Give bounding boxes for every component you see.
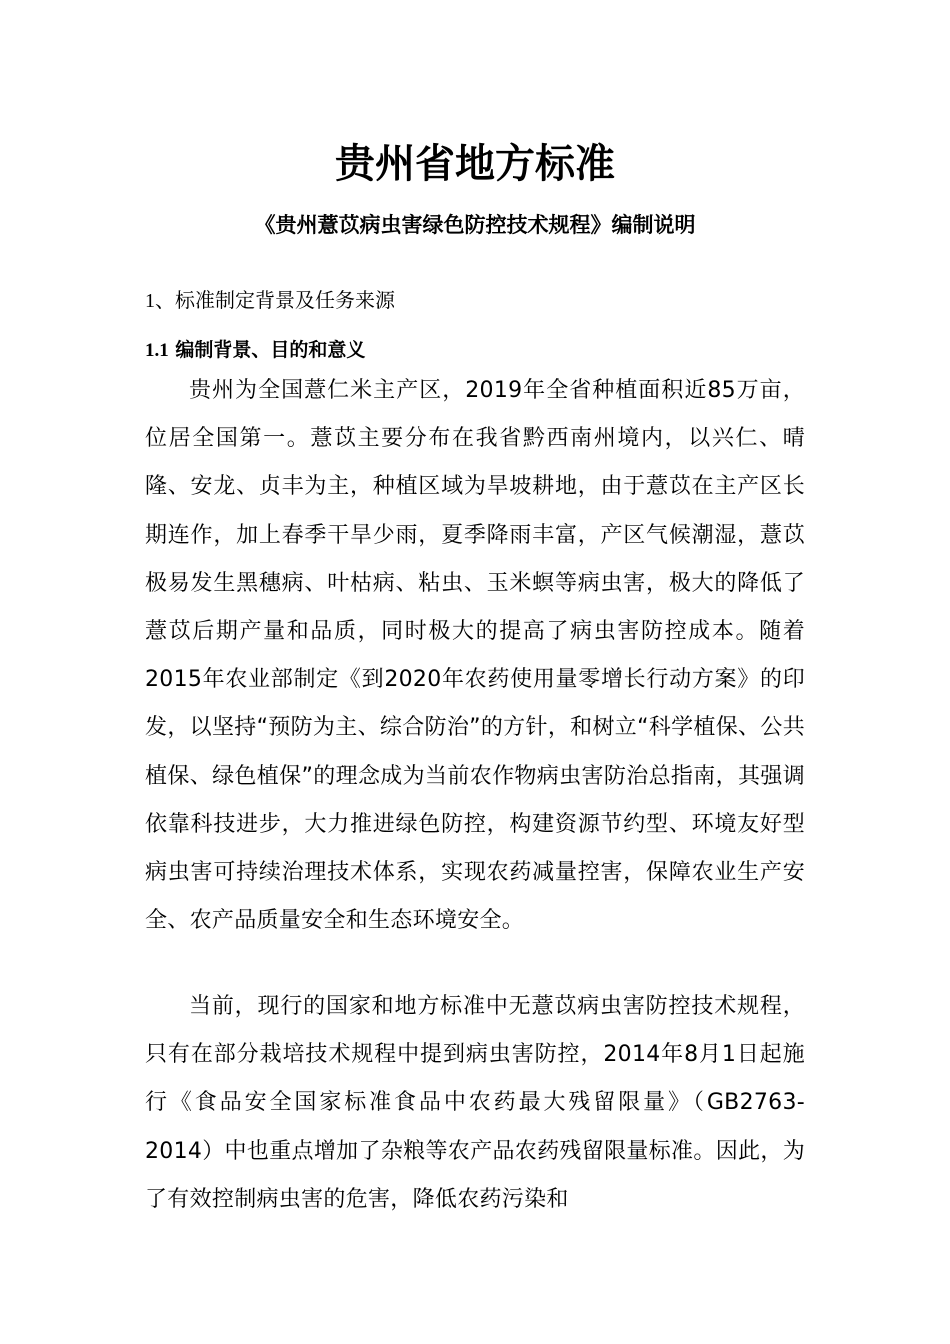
body-paragraph: 贵州为全国薏仁米主产区，2019年全省种植面积近85万亩，位居全国第一。薏苡主要分布在我省黔西南州境内，以兴仁、晴隆、安龙、贞丰为主，种植区域为旱坡耕地，由于薏苡在主产区长期连作，加上春季干旱少雨，夏季降雨丰富，产区气候潮湿，薏苡极易发生黑穗病、叶枯病、粘虫、玉米螟等病虫害，极大的降低了薏苡后期产量和品质，同时极大的提高了病虫害防控成本。随着2015年农业部制定《到2020年农药使用量零增长行动方案》的印发，以坚持“预防为主、综合防治”的方针，和树立“科学植保、公共植保、绿色植保”的理念成为当前农作物病虫害防治总指南，其强调依靠科技进步，大力推进绿色防控，构建资源节约型、环境友好型病虫害可持续治理技术体系，实现农药减量控害，保障农业生产安全、农产品质量安全和生态环境安全。 xyxy=(145,378,805,934)
subsection-number: 1.1 xyxy=(145,340,169,361)
document-subtitle: 《贵州薏苡病虫害绿色防控技术规程》编制说明 xyxy=(254,213,696,237)
body-paragraph: 当前，现行的国家和地方标准中无薏苡病虫害防控技术规程，只有在部分栽培技术规程中提到病虫害防控，2014年8月1日起施行《食品安全国家标准食品中农药最大残留限量》（GB2763-2014）中也重点增加了杂粮等农产品农药残留限量标准。因此，为了有效控制病虫害的危害，降低农药污染和 xyxy=(145,994,805,1212)
section-heading xyxy=(145,285,395,316)
section-number: 1、 xyxy=(145,290,175,312)
subsection-heading xyxy=(145,336,365,365)
section-title: 标准制定背景及任务来源 xyxy=(175,288,395,312)
subsection-title: 编制背景、目的和意义 xyxy=(175,339,366,361)
document-title: 贵州省地方标准 xyxy=(335,141,615,187)
